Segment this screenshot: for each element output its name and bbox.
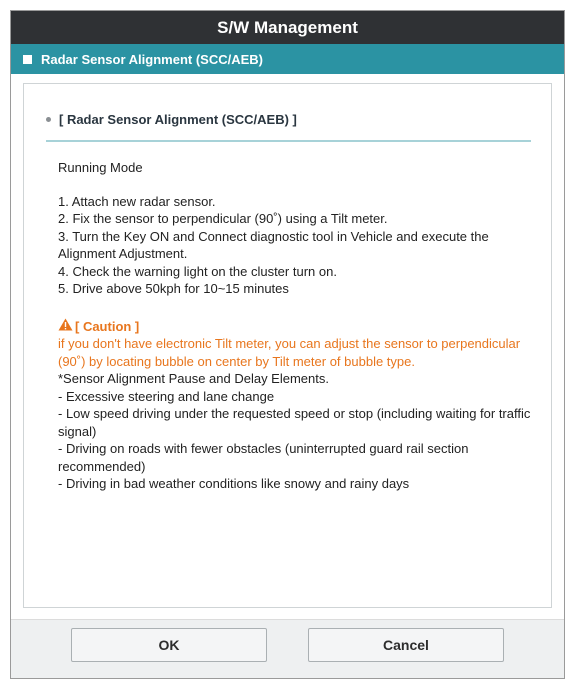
dialog-footer — [11, 619, 564, 678]
step-item: 1. Attach new radar sensor. — [58, 193, 216, 209]
step-item: 2. Fix the sensor to perpendicular (90˚) using a Tilt meter. — [58, 211, 388, 226]
steps-list — [58, 193, 535, 298]
cancel-button[interactable]: Cancel — [308, 628, 504, 662]
heading-divider — [46, 140, 531, 142]
caution-title: [ Caution ] — [75, 318, 140, 334]
note-item: - Excessive steering and lane change — [58, 388, 275, 404]
section-title: Radar Sensor Alignment (SCC/AEB) — [41, 51, 263, 67]
note-item: - Low speed driving under the requested speed or stop (including waiting for traffic signal) — [58, 406, 531, 439]
notes-list — [58, 370, 535, 493]
note-item: *Sensor Alignment Pause and Delay Elements. — [58, 371, 329, 386]
dialog-titlebar — [11, 11, 564, 44]
dialog-title: S/W Management — [217, 17, 358, 37]
step-item: 3. Turn the Key ON and Connect diagnostic tool in Vehicle and execute the Alignment Adjustment. — [58, 228, 489, 261]
step-item: 4. Check the warning light on the cluster turn on. — [58, 263, 337, 279]
ok-button[interactable]: OK — [71, 628, 267, 662]
content-panel — [23, 83, 552, 608]
caution-text: if you don't have electronic Tilt meter, you can adjust the sensor to perpendicular (90˚) by locating bubble on center by Tilt meter of bubble type. — [58, 336, 521, 369]
procedure-content — [58, 159, 535, 493]
running-mode-label: Running Mode — [58, 160, 143, 175]
step-item: 5. Drive above 50kph for 10~15 minutes — [58, 281, 289, 296]
warning-triangle-icon — [58, 318, 73, 336]
procedure-heading-row — [46, 112, 531, 127]
section-header — [11, 44, 564, 74]
note-item: - Driving in bad weather conditions like snowy and rainy days — [58, 476, 410, 491]
caution-title-row — [58, 318, 535, 336]
note-item: - Driving on roads with fewer obstacles (uninterrupted guard rail section recommended) — [58, 441, 469, 474]
sw-management-dialog — [10, 10, 565, 679]
square-bullet-icon — [23, 55, 32, 64]
bullet-dot-icon — [46, 117, 51, 122]
procedure-heading: [ Radar Sensor Alignment (SCC/AEB) ] — [59, 112, 297, 127]
